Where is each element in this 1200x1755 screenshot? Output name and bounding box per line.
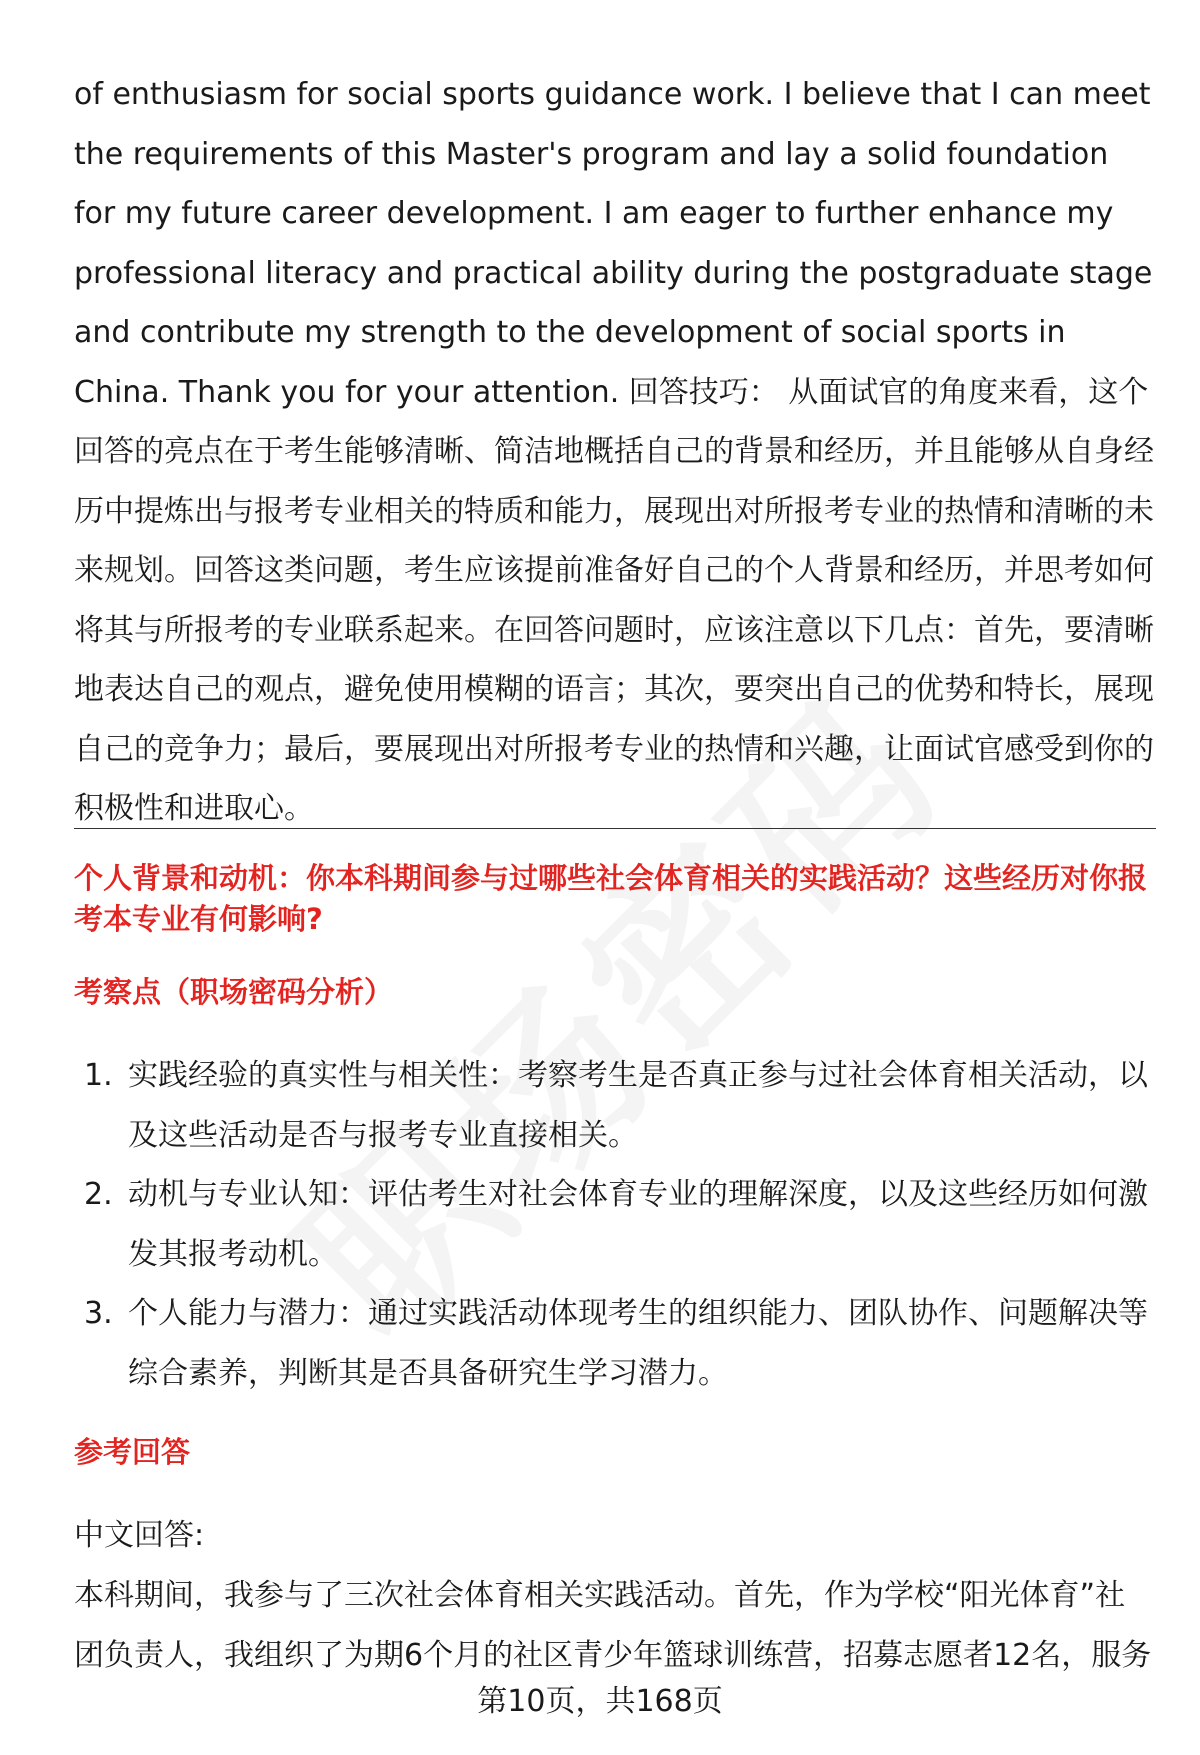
list-item-number: 2. [84, 1177, 113, 1212]
list-item-text: 个人能力与潜力：通过实践活动体现考生的组织能力、团队协作、问题解决等综合素养，判断其是否具备研究生学习潜力。 [128, 1296, 1148, 1391]
list-item [74, 1046, 1156, 1165]
list-item-number: 3. [84, 1296, 113, 1331]
cn-answer-label: 中文回答: [74, 1518, 205, 1553]
page-footer: 第10页，共168页 [477, 1684, 723, 1719]
question-title: 个人背景和动机：你本科期间参与过哪些社会体育相关的实践活动？这些经历对你报考本专业有何影响? [74, 861, 1148, 936]
list-item [74, 1284, 1156, 1403]
section-divider [74, 828, 1156, 829]
list-item [74, 1165, 1156, 1284]
focus-points-list [74, 1046, 1156, 1403]
intro-paragraph: of enthusiasm for social sports guidance work. I believe that I can meet the requirements of this Master's program and lay a solid foundation for my future career development. I am eager to further enhance my professional literacy and practical ability during the postgraduate stage and contribute my strength to the development of social sports in China. Thank you for your attention. 回答技巧： 从面试官的角度来看，这个回答的亮点在于考生能够清晰、简洁地概括自己的背景和经历，并且能够从自身经历中提炼出与报考专业相关的特质和能力，展现出对所报考专业的热情和清晰的未来规划。回答这类问题，考生应该提前准备好自己的个人背景和经历，并思考如何将其与所报考的专业联系起来。在回答问题时，应该注意以下几点：首先，要清晰地表达自己的观点，避免使用模糊的语言；其次，要突出自己的优势和特长，展现自己的竞争力；最后，要展现出对所报考专业的热情和兴趣，让面试官感受到你的积极性和进取心。 [74, 77, 1154, 826]
list-item-text: 实践经验的真实性与相关性：考察考生是否真正参与过社会体育相关活动，以及这些活动是否与报考专业直接相关。 [128, 1058, 1148, 1153]
list-item-text: 动机与专业认知：评估考生对社会体育专业的理解深度，以及这些经历如何激发其报考动机。 [128, 1177, 1148, 1272]
cn-answer-body: 本科期间，我参与了三次社会体育相关实践活动。首先，作为学校“阳光体育”社团负责人，我组织了为期6个月的社区青少年篮球训练营，招募志愿者12名，服务 [74, 1578, 1152, 1673]
answer-heading: 参考回答 [74, 1435, 191, 1469]
list-item-number: 1. [84, 1058, 113, 1093]
focus-heading: 考察点（职场密码分析） [74, 975, 394, 1009]
